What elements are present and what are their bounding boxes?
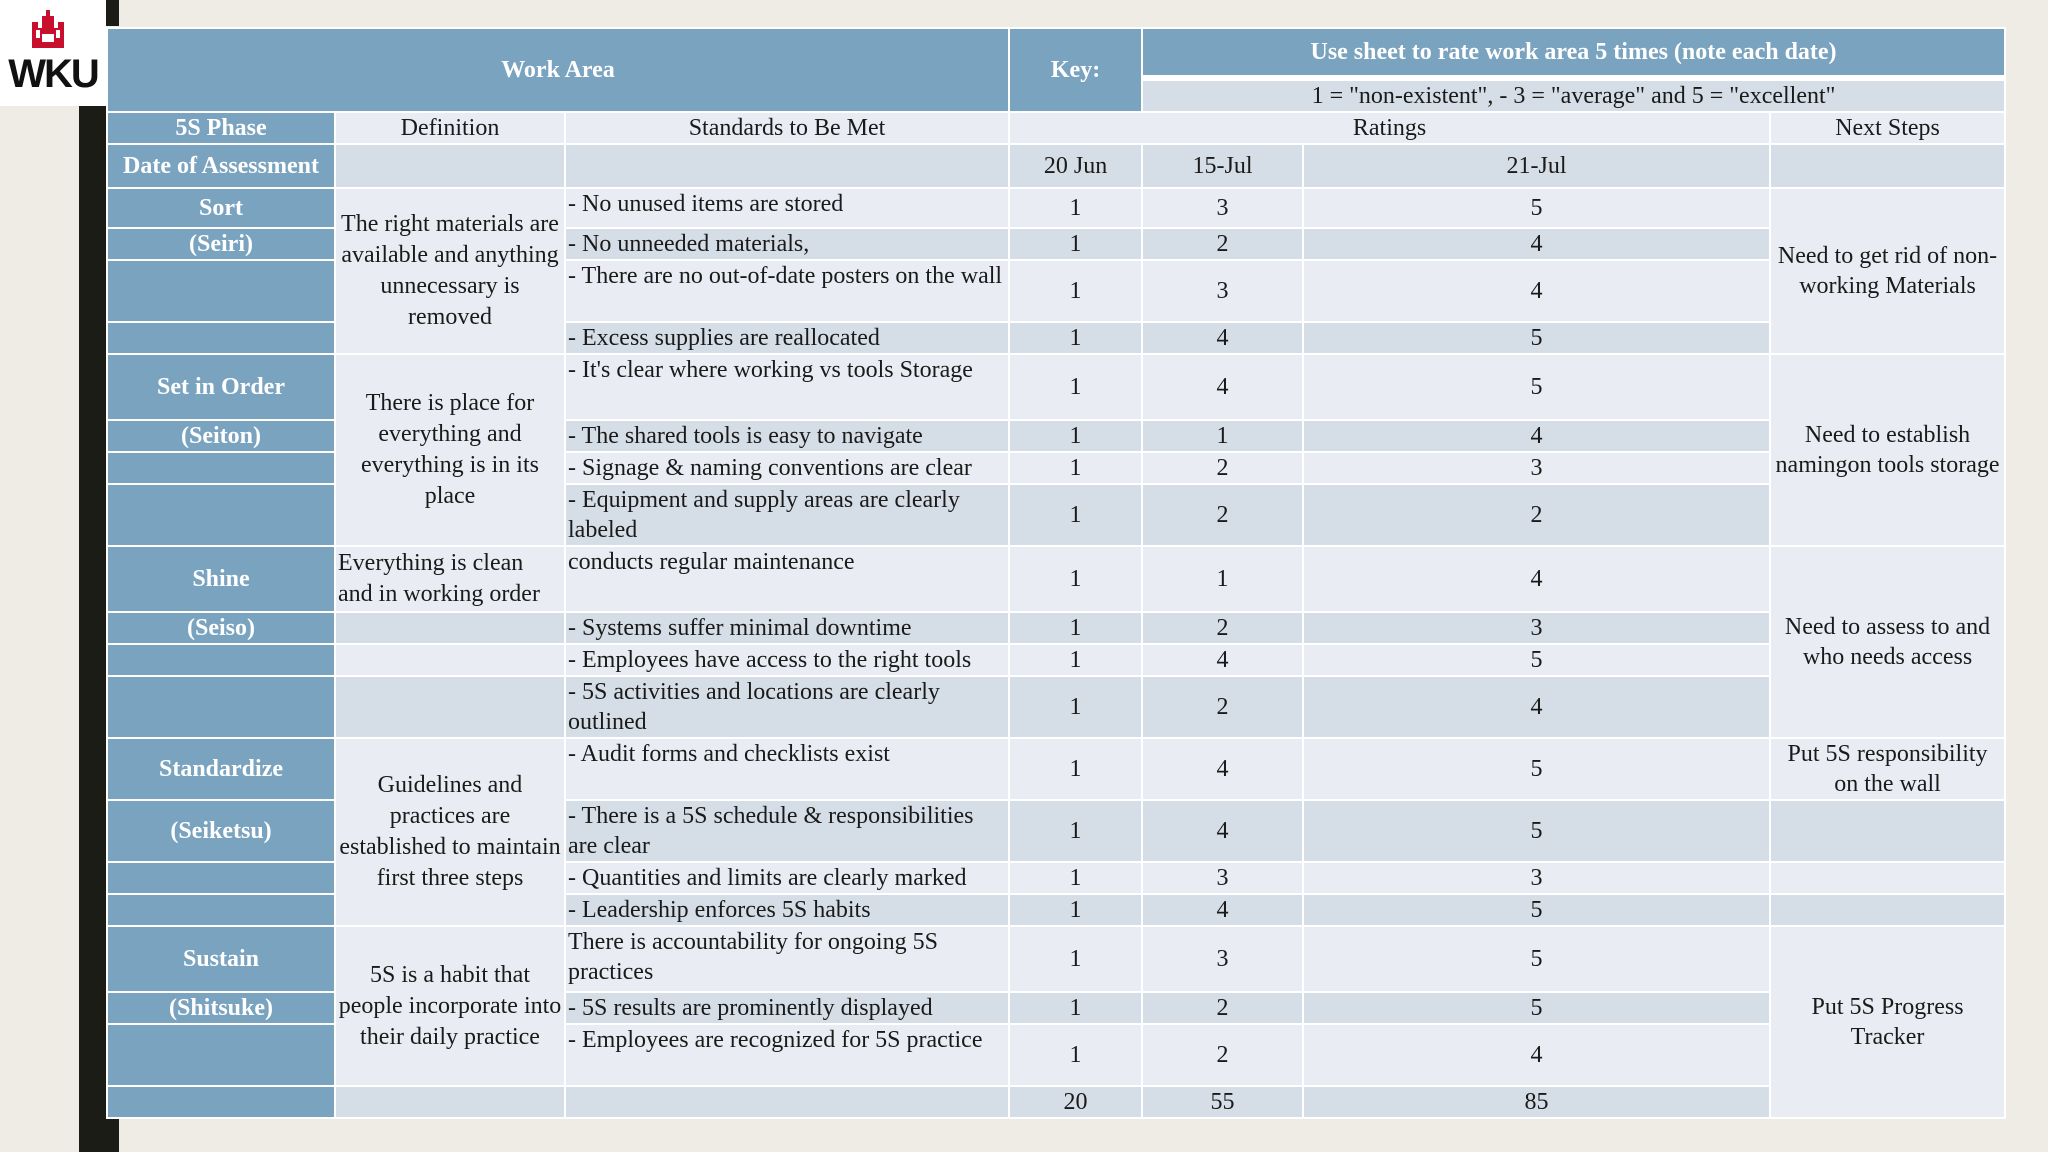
- next-steps-shine: Need to assess to and who needs access: [1770, 546, 2005, 738]
- rating-date-3: 2: [1303, 484, 1770, 546]
- definition-shine: Everything is clean and in working order: [335, 546, 565, 612]
- standard-text: - Employees are recognized for 5S practice: [565, 1024, 1009, 1086]
- phase-japanese-sustain: (Shitsuke): [107, 992, 335, 1024]
- table-row: [107, 644, 2005, 676]
- rating-date-1: 1: [1009, 1024, 1142, 1086]
- next-steps-sort: Need to get rid of non-working Materials: [1770, 188, 2005, 354]
- totals-row: [107, 1086, 2005, 1118]
- empty-cell: [1770, 862, 2005, 894]
- rating-date-2: 4: [1142, 738, 1303, 800]
- column-header-standards: Standards to Be Met: [565, 112, 1009, 144]
- rating-date-2: 2: [1142, 676, 1303, 738]
- standard-text: - The shared tools is easy to navigate: [565, 420, 1009, 452]
- table-row: [107, 354, 2005, 420]
- rating-date-3: 5: [1303, 644, 1770, 676]
- rating-date-3: 4: [1303, 546, 1770, 612]
- rating-date-2: 4: [1142, 644, 1303, 676]
- work-area-header: Work Area: [107, 28, 1009, 112]
- rating-date-1: 1: [1009, 546, 1142, 612]
- rating-date-3: 5: [1303, 926, 1770, 992]
- next-steps-sustain: Put 5S Progress Tracker: [1770, 926, 2005, 1118]
- rating-date-2: 2: [1142, 484, 1303, 546]
- column-header-phase: 5S Phase: [107, 112, 335, 144]
- rating-date-3: 5: [1303, 738, 1770, 800]
- rating-date-3: 3: [1303, 612, 1770, 644]
- standard-text: - 5S activities and locations are clearly outlined: [565, 676, 1009, 738]
- assessment-date-2: 15-Jul: [1142, 144, 1303, 188]
- standard-text: - There is a 5S schedule & responsibilities are clear: [565, 800, 1009, 862]
- table-row: [107, 188, 2005, 228]
- phase-japanese-shine: (Seiso): [107, 612, 335, 644]
- rating-date-3: 4: [1303, 676, 1770, 738]
- phase-name-sustain: Sustain: [107, 926, 335, 992]
- rating-date-2: 4: [1142, 354, 1303, 420]
- table-row: [107, 612, 2005, 644]
- definition-standardize: Guidelines and practices are established to maintain first three steps: [335, 738, 565, 926]
- standard-text: - There are no out-of-date posters on the wall: [565, 260, 1009, 322]
- rating-date-1: 1: [1009, 676, 1142, 738]
- rating-date-2: 4: [1142, 800, 1303, 862]
- standard-text: - Signage & naming conventions are clear: [565, 452, 1009, 484]
- standard-text: - No unneeded materials,: [565, 228, 1009, 260]
- rating-scale-key: 1 = "non-existent", - 3 = "average" and 5 = "excellent": [1142, 78, 2005, 112]
- standard-text: - Systems suffer minimal downtime: [565, 612, 1009, 644]
- empty-cell: [565, 1086, 1009, 1118]
- standard-text: - Quantities and limits are clearly marked: [565, 862, 1009, 894]
- rating-date-1: 1: [1009, 354, 1142, 420]
- phase-japanese-standardize: (Seiketsu): [107, 800, 335, 862]
- next-steps-standardize: Put 5S responsibility on the wall: [1770, 738, 2005, 800]
- rating-date-1: 1: [1009, 926, 1142, 992]
- rating-date-3: 4: [1303, 228, 1770, 260]
- rating-date-1: 1: [1009, 322, 1142, 354]
- definition-sustain: 5S is a habit that people incorporate into their daily practice: [335, 926, 565, 1086]
- phase-name-standardize: Standardize: [107, 738, 335, 800]
- table-row: [107, 546, 2005, 612]
- phase-blank: [107, 644, 335, 676]
- rating-date-3: 4: [1303, 260, 1770, 322]
- rating-date-2: 1: [1142, 546, 1303, 612]
- phase-japanese-set-in-order: (Seiton): [107, 420, 335, 452]
- rating-date-1: 1: [1009, 260, 1142, 322]
- standard-text: conducts regular maintenance: [565, 546, 1009, 612]
- standard-text: - No unused items are stored: [565, 188, 1009, 228]
- phase-blank: [107, 322, 335, 354]
- empty-cell: [335, 676, 565, 738]
- rating-date-1: 1: [1009, 992, 1142, 1024]
- column-header-ratings: Ratings: [1009, 112, 1770, 144]
- wku-logo: [0, 0, 106, 106]
- standard-text: - Audit forms and checklists exist: [565, 738, 1009, 800]
- definition-set-in-order: There is place for everything and everything is in its place: [335, 354, 565, 546]
- instruction-header: Use sheet to rate work area 5 times (note each date): [1142, 28, 2005, 78]
- key-header: Key:: [1009, 28, 1142, 112]
- next-steps-set-in-order: Need to establish namingon tools storage: [1770, 354, 2005, 546]
- table-row: [107, 676, 2005, 738]
- rating-date-2: 3: [1142, 188, 1303, 228]
- total-date-1: 20: [1009, 1086, 1142, 1118]
- standard-text: - It's clear where working vs tools Storage: [565, 354, 1009, 420]
- table-row: [107, 926, 2005, 992]
- rating-date-1: 1: [1009, 228, 1142, 260]
- empty-cell: [1770, 144, 2005, 188]
- phase-blank: [107, 452, 335, 484]
- empty-cell: [335, 144, 565, 188]
- phase-name-set-in-order: Set in Order: [107, 354, 335, 420]
- column-header-next-steps: Next Steps: [1770, 112, 2005, 144]
- rating-date-1: 1: [1009, 452, 1142, 484]
- phase-blank: [107, 862, 335, 894]
- standard-text: - Equipment and supply areas are clearly labeled: [565, 484, 1009, 546]
- rating-date-2: 2: [1142, 1024, 1303, 1086]
- total-date-2: 55: [1142, 1086, 1303, 1118]
- rating-date-2: 2: [1142, 612, 1303, 644]
- rating-date-2: 4: [1142, 322, 1303, 354]
- top-accent-bar: [106, 0, 119, 26]
- total-date-3: 85: [1303, 1086, 1770, 1118]
- rating-date-2: 3: [1142, 862, 1303, 894]
- rating-date-2: 2: [1142, 992, 1303, 1024]
- definition-sort: The right materials are available and anything unnecessary is removed: [335, 188, 565, 354]
- phase-blank: [107, 260, 335, 322]
- rating-date-1: 1: [1009, 420, 1142, 452]
- phase-blank: [107, 894, 335, 926]
- empty-cell: [335, 644, 565, 676]
- rating-date-3: 5: [1303, 322, 1770, 354]
- tower-logo-icon: [30, 8, 66, 50]
- rating-date-3: 4: [1303, 1024, 1770, 1086]
- rating-date-1: 1: [1009, 894, 1142, 926]
- rating-date-1: 1: [1009, 612, 1142, 644]
- date-of-assessment-label: Date of Assessment: [107, 144, 335, 188]
- rating-date-2: 1: [1142, 420, 1303, 452]
- column-header-definition: Definition: [335, 112, 565, 144]
- empty-cell: [335, 1086, 565, 1118]
- rating-date-3: 5: [1303, 800, 1770, 862]
- empty-cell: [1770, 800, 2005, 862]
- rating-date-3: 5: [1303, 894, 1770, 926]
- empty-cell: [1770, 894, 2005, 926]
- phase-japanese-sort: (Seiri): [107, 228, 335, 260]
- phase-blank: [107, 1024, 335, 1086]
- rating-date-3: 3: [1303, 862, 1770, 894]
- rating-date-1: 1: [1009, 738, 1142, 800]
- assessment-date-1: 20 Jun: [1009, 144, 1142, 188]
- rating-date-1: 1: [1009, 644, 1142, 676]
- standard-text: - Excess supplies are reallocated: [565, 322, 1009, 354]
- rating-date-3: 3: [1303, 452, 1770, 484]
- rating-date-2: 3: [1142, 260, 1303, 322]
- standard-text: - Leadership enforces 5S habits: [565, 894, 1009, 926]
- phase-name-shine: Shine: [107, 546, 335, 612]
- rating-date-2: 4: [1142, 894, 1303, 926]
- rating-date-1: 1: [1009, 484, 1142, 546]
- rating-date-1: 1: [1009, 188, 1142, 228]
- rating-date-3: 4: [1303, 420, 1770, 452]
- 5s-audit-table: [106, 27, 2006, 1119]
- rating-date-3: 5: [1303, 992, 1770, 1024]
- rating-date-2: 3: [1142, 926, 1303, 992]
- phase-name-sort: Sort: [107, 188, 335, 228]
- rating-date-1: 1: [1009, 800, 1142, 862]
- assessment-sheet: [106, 27, 2004, 1115]
- standard-text: There is accountability for ongoing 5S practices: [565, 926, 1009, 992]
- rating-date-1: 1: [1009, 862, 1142, 894]
- logo-text: WKU: [8, 52, 98, 96]
- phase-blank: [107, 676, 335, 738]
- phase-blank: [107, 1086, 335, 1118]
- empty-cell: [335, 612, 565, 644]
- phase-blank: [107, 484, 335, 546]
- assessment-date-3: 21-Jul: [1303, 144, 1770, 188]
- standard-text: - 5S results are prominently displayed: [565, 992, 1009, 1024]
- table-row: [107, 738, 2005, 800]
- empty-cell: [565, 144, 1009, 188]
- rating-date-2: 2: [1142, 452, 1303, 484]
- standard-text: - Employees have access to the right tools: [565, 644, 1009, 676]
- rating-date-3: 5: [1303, 188, 1770, 228]
- rating-date-2: 2: [1142, 228, 1303, 260]
- rating-date-3: 5: [1303, 354, 1770, 420]
